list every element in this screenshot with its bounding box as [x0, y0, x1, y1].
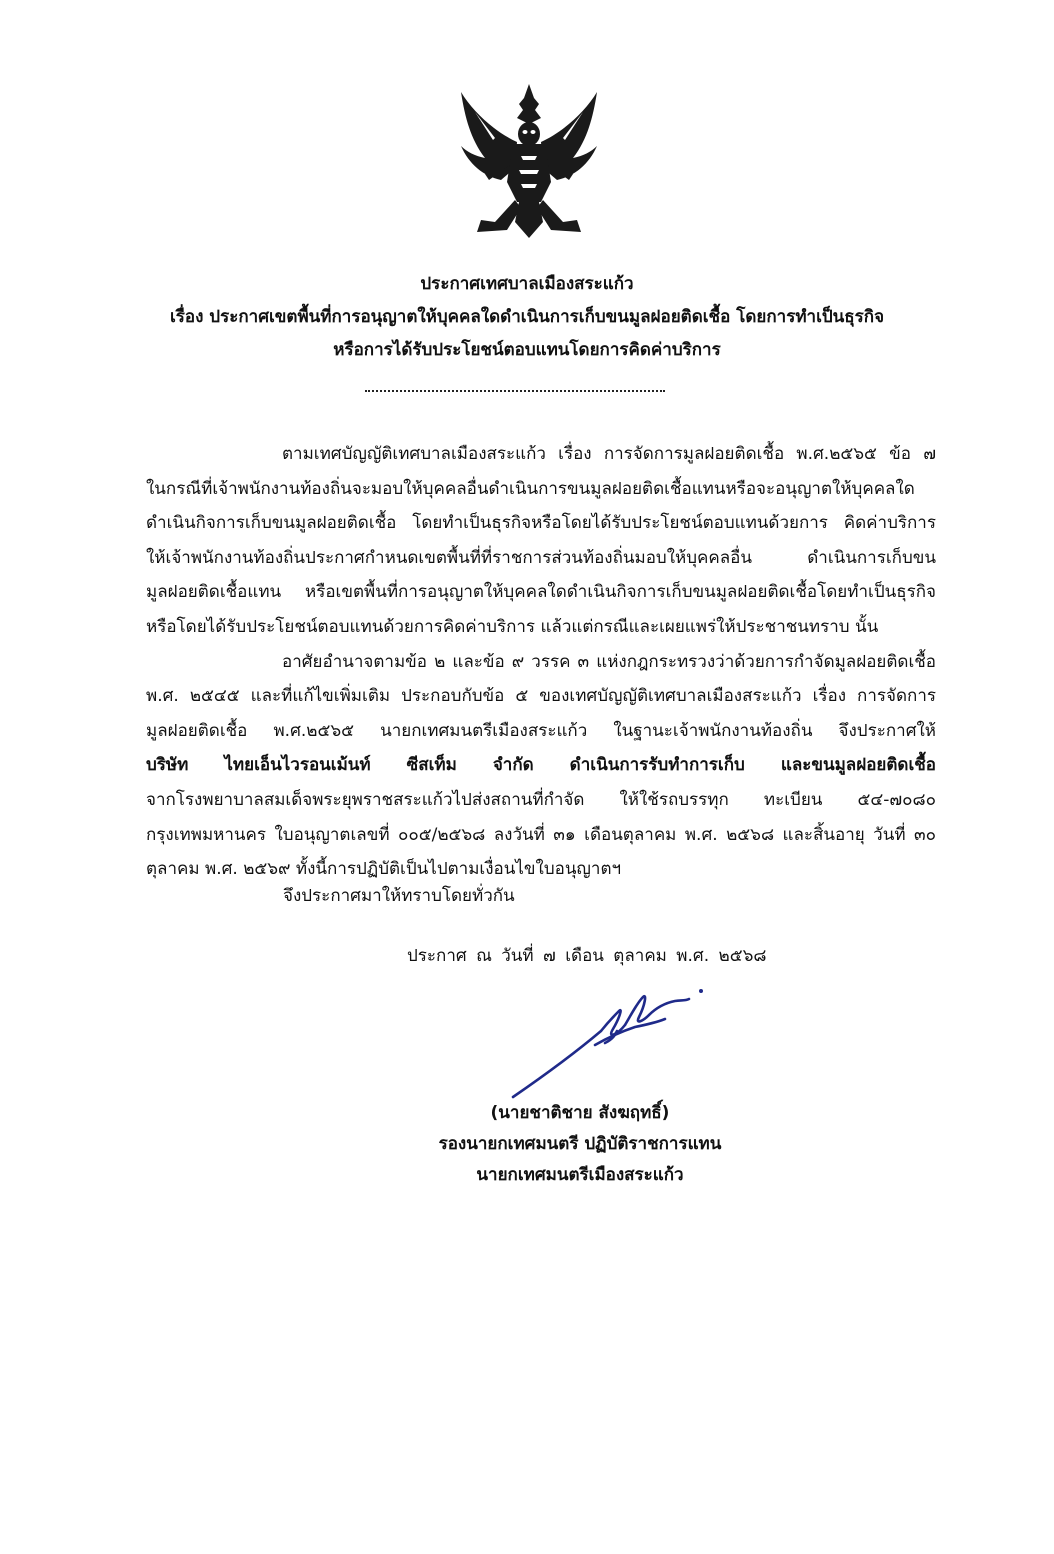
garuda-emblem-icon [455, 82, 603, 240]
announcement-date: ประกาศ ณ วันที่ ๗ เดือน ตุลาคม พ.ศ. ๒๕๖๘ [407, 946, 767, 966]
body-line: มูลฝอยติดเชื้อ พ.ศ.๒๕๖๕ นายกเทศมนตรีเมืองสระแก้ว ในฐานะเจ้าพนักงานท้องถิ่น จึงประกาศให้ [146, 720, 936, 741]
body-line: ตามเทศบัญญัติเทศบาลเมืองสระแก้ว เรื่อง การจัดการมูลฝอยติดเชื้อ พ.ศ.๒๕๖๕ ข้อ ๗ [282, 444, 936, 464]
body-line: จากโรงพยาบาลสมเด็จพระยุพราชสระแก้วไปส่งสถานที่กำจัด ให้ใช้รถบรรทุก ทะเบียน ๕๔-๗๐๘๐ [146, 789, 936, 810]
body-line-company: บริษัท ไทยเอ็นไวรอนเม้นท์ ซีสเท็ม จำกัด ดำเนินการรับทำการเก็บ และขนมูลฝอยติดเชื้อ [146, 755, 936, 776]
body-line: ตุลาคม พ.ศ. ๒๕๖๙ ทั้งนี้การปฏิบัติเป็นไปตามเงื่อนไขใบอนุญาตฯ [146, 859, 622, 880]
closing-statement: จึงประกาศมาให้ทราบโดยทั่วกัน [283, 886, 515, 906]
body-line: มูลฝอยติดเชื้อแทน หรือเขตพื้นที่การอนุญาตให้บุคคลใดดำเนินกิจการเก็บขนมูลฝอยติดเชื้อโดยทำเป็นธุรกิจ [146, 582, 936, 603]
body-line: ในกรณีที่เจ้าพนักงานท้องถิ่นจะมอบให้บุคคลอื่นดำเนินการขนมูลฝอยติดเชื้อแทนหรือจะอนุญาตให้บุคคลใด [146, 478, 915, 499]
announcement-org: ประกาศเทศบาลเมืองสระแก้ว [420, 274, 634, 294]
announcement-header [0, 268, 1054, 367]
announcement-body [146, 437, 936, 887]
body-line: อาศัยอำนาจตามข้อ ๒ และข้อ ๙ วรรค ๓ แห่งกฎกระทรวงว่าด้วยการกำจัดมูลฝอยติดเชื้อ [282, 651, 936, 672]
handwritten-signature [505, 985, 715, 1105]
announcement-subject-line2: หรือการได้รับประโยชน์ตอบแทนโดยการคิดค่าบริการ [333, 340, 721, 360]
signer-position: นายกเทศมนตรีเมืองสระแก้ว [476, 1165, 684, 1185]
dotted-divider [365, 390, 665, 392]
announcement-subject-line1: เรื่อง ประกาศเขตพื้นที่การอนุญาตให้บุคคลใดดำเนินการเก็บขนมูลฝอยติดเชื้อ โดยการทำเป็นธุรกิจ [169, 307, 885, 327]
signer-block [400, 1098, 760, 1191]
body-line: ดำเนินกิจการเก็บขนมูลฝอยติดเชื้อ โดยทำเป็นธุรกิจหรือโดยได้รับประโยชน์ตอบแทนด้วยการ คิดค่าบริการ [146, 513, 936, 534]
signer-position: รองนายกเทศมนตรี ปฏิบัติราชการแทน [438, 1134, 722, 1154]
body-line: กรุงเทพมหานคร ใบอนุญาตเลขที่ ๐๐๕/๒๕๖๘ ลงวันที่ ๓๑ เดือนตุลาคม พ.ศ. ๒๕๖๘ และสิ้นอายุ วันที่ ๓๐ [146, 824, 936, 845]
signer-name: (นายชาติชาย สังฆฤทธิ์) [490, 1103, 670, 1123]
body-line: พ.ศ. ๒๕๔๕ และที่แก้ไขเพิ่มเติม ประกอบกับข้อ ๕ ของเทศบัญญัติเทศบาลเมืองสระแก้ว เรื่อง การจัดการ [146, 686, 936, 707]
body-line: หรือโดยได้รับประโยชน์ตอบแทนด้วยการคิดค่าบริการ แล้วแต่กรณีและเผยแพร่ให้ประชาชนทราบ นั้น [146, 616, 879, 637]
body-line: ให้เจ้าพนักงานท้องถิ่นประกาศกำหนดเขตพื้นที่ที่ราชการส่วนท้องถิ่นมอบให้บุคคลอื่น ดำเนินการเก็บขน [146, 547, 936, 568]
